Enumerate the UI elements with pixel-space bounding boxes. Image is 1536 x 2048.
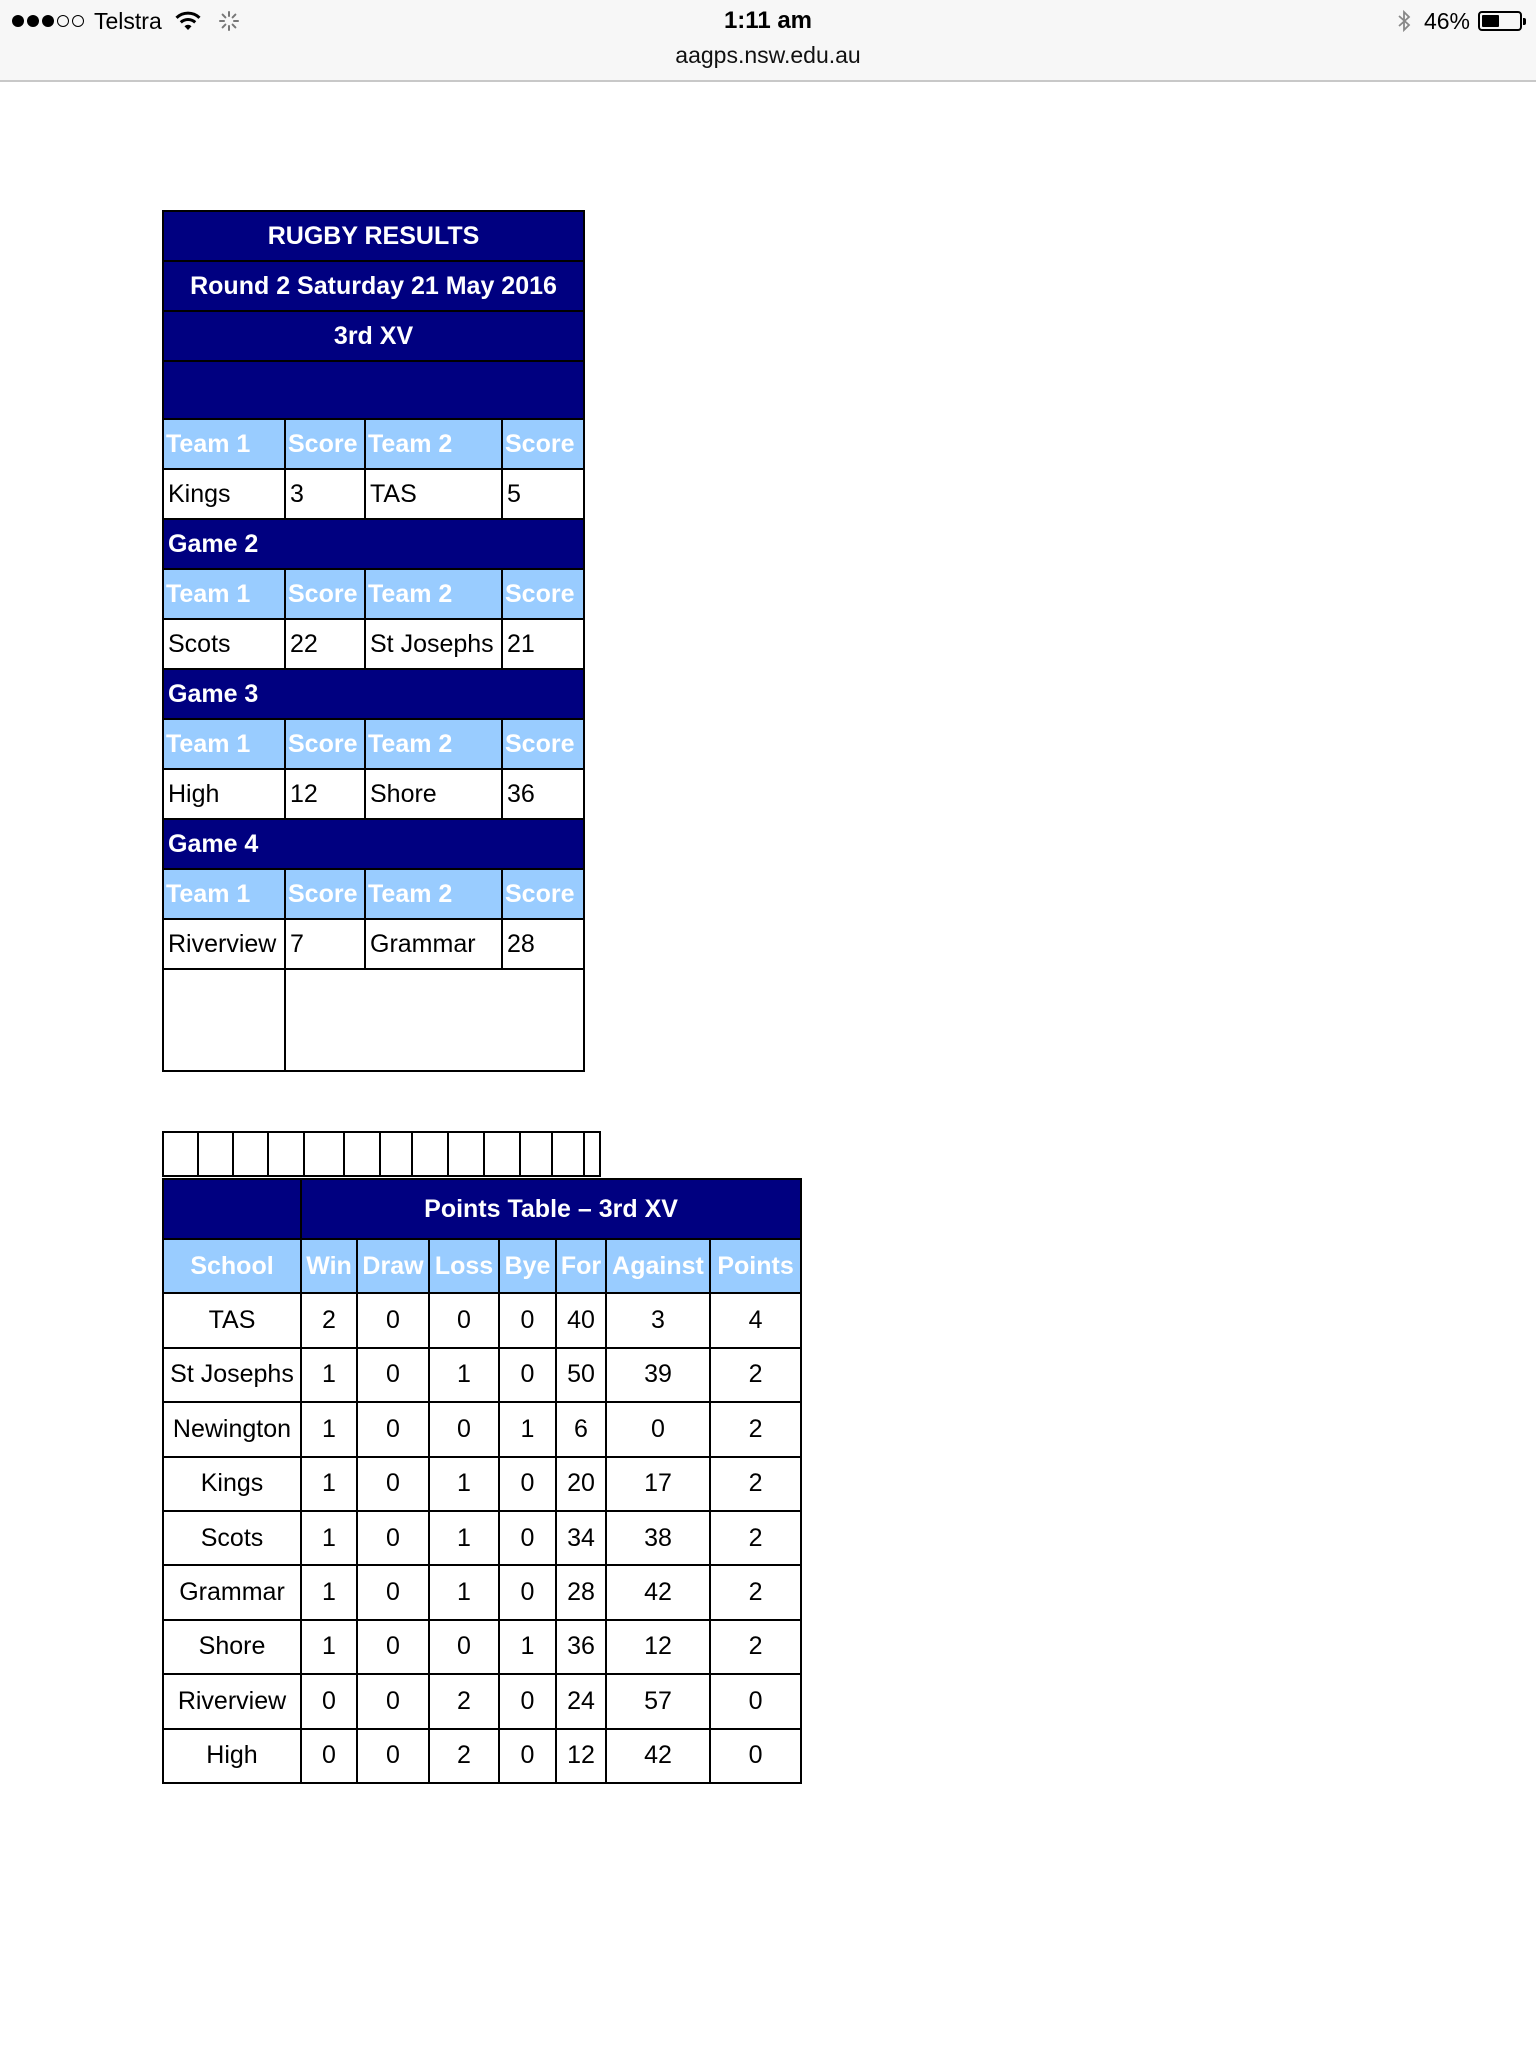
cell-bye: 0	[499, 1348, 556, 1402]
table-row	[163, 1402, 801, 1456]
cell-draw: 0	[357, 1620, 429, 1674]
cell-bye: 0	[499, 1674, 556, 1728]
header-score-2: Score	[502, 569, 584, 619]
score-1: 7	[285, 919, 365, 969]
empty-cell	[584, 1132, 600, 1176]
cell-draw: 0	[357, 1674, 429, 1728]
cell-school: TAS	[163, 1293, 301, 1347]
header-loss: Loss	[429, 1239, 499, 1293]
cell-win: 1	[301, 1620, 357, 1674]
cell-loss: 0	[429, 1293, 499, 1347]
game-row	[163, 619, 584, 669]
rugby-results-table	[162, 210, 585, 1072]
battery-icon	[1478, 11, 1522, 31]
cell-win: 1	[301, 1348, 357, 1402]
header-team-1: Team 1	[163, 719, 285, 769]
empty-cell	[268, 1132, 304, 1176]
cell-bye: 1	[499, 1402, 556, 1456]
cell-for: 50	[556, 1348, 606, 1402]
cell-bye: 0	[499, 1457, 556, 1511]
cell-draw: 0	[357, 1729, 429, 1783]
cell-win: 1	[301, 1565, 357, 1619]
empty-cell	[448, 1132, 484, 1176]
empty-cell	[484, 1132, 520, 1176]
header-team-1: Team 1	[163, 869, 285, 919]
cell-points: 2	[710, 1402, 801, 1456]
header-team-2: Team 2	[365, 869, 502, 919]
header-team-2: Team 2	[365, 419, 502, 469]
header-against: Against	[606, 1239, 710, 1293]
cell-loss: 2	[429, 1729, 499, 1783]
cell-draw: 0	[357, 1511, 429, 1565]
header-score-1: Score	[285, 569, 365, 619]
table-row	[163, 1293, 801, 1347]
header-bye: Bye	[499, 1239, 556, 1293]
cell-win: 0	[301, 1674, 357, 1728]
empty-cell	[520, 1132, 552, 1176]
header-score-1: Score	[285, 869, 365, 919]
cell-loss: 1	[429, 1348, 499, 1402]
cell-points: 0	[710, 1729, 801, 1783]
cell-for: 36	[556, 1620, 606, 1674]
address-bar-url[interactable]: aagps.nsw.edu.au	[675, 42, 861, 68]
cell-school: Shore	[163, 1620, 301, 1674]
cell-against: 39	[606, 1348, 710, 1402]
cell-for: 40	[556, 1293, 606, 1347]
cell-points: 2	[710, 1620, 801, 1674]
cell-bye: 0	[499, 1565, 556, 1619]
table-row	[163, 1620, 801, 1674]
table-row	[163, 1674, 801, 1728]
cell-school: St Josephs	[163, 1348, 301, 1402]
team-2: TAS	[365, 469, 502, 519]
header-score-2: Score	[502, 419, 584, 469]
team-1: Riverview	[163, 919, 285, 969]
team-2: Grammar	[365, 919, 502, 969]
header-score-1: Score	[285, 419, 365, 469]
cell-points: 4	[710, 1293, 801, 1347]
game-label	[163, 361, 584, 419]
cell-against: 38	[606, 1511, 710, 1565]
cell-against: 42	[606, 1729, 710, 1783]
score-2: 21	[502, 619, 584, 669]
team-2: St Josephs	[365, 619, 502, 669]
header-team-1: Team 1	[163, 419, 285, 469]
points-header-row	[163, 1239, 801, 1293]
results-round: Round 2 Saturday 21 May 2016	[163, 261, 584, 311]
cell-against: 12	[606, 1620, 710, 1674]
clock: 1:11 am	[723, 7, 813, 34]
cell-loss: 1	[429, 1511, 499, 1565]
header-score-2: Score	[502, 869, 584, 919]
score-1: 3	[285, 469, 365, 519]
score-1: 12	[285, 769, 365, 819]
cell-for: 34	[556, 1511, 606, 1565]
cell-for: 12	[556, 1729, 606, 1783]
points-table-title: Points Table – 3rd XV	[301, 1179, 801, 1239]
cell-win: 2	[301, 1293, 357, 1347]
cell-win: 0	[301, 1729, 357, 1783]
team-1: Kings	[163, 469, 285, 519]
game-row	[163, 769, 584, 819]
cell-bye: 0	[499, 1511, 556, 1565]
carrier-name: Telstra	[94, 7, 162, 34]
table-row	[163, 1457, 801, 1511]
header-score-2: Score	[502, 719, 584, 769]
cell-points: 2	[710, 1565, 801, 1619]
cell-for: 20	[556, 1457, 606, 1511]
cell-loss: 0	[429, 1402, 499, 1456]
header-draw: Draw	[357, 1239, 429, 1293]
empty-cell	[233, 1132, 268, 1176]
score-2: 5	[502, 469, 584, 519]
header-team-2: Team 2	[365, 569, 502, 619]
cell-against: 57	[606, 1674, 710, 1728]
score-2: 36	[502, 769, 584, 819]
cell-win: 1	[301, 1457, 357, 1511]
cell-draw: 0	[357, 1348, 429, 1402]
cell-bye: 0	[499, 1729, 556, 1783]
header-for: For	[556, 1239, 606, 1293]
empty-cell	[163, 969, 285, 1071]
game-label: Game 4	[163, 819, 584, 869]
cell-win: 1	[301, 1511, 357, 1565]
cell-school: High	[163, 1729, 301, 1783]
bluetooth-icon	[1396, 9, 1412, 33]
empty-cell	[380, 1132, 412, 1176]
empty-cell	[344, 1132, 380, 1176]
game-label: Game 2	[163, 519, 584, 569]
cell-points: 0	[710, 1674, 801, 1728]
cell-win: 1	[301, 1402, 357, 1456]
cell-loss: 0	[429, 1620, 499, 1674]
table-row	[163, 1511, 801, 1565]
cell-loss: 1	[429, 1457, 499, 1511]
cell-school: Riverview	[163, 1674, 301, 1728]
points-corner-cell	[163, 1179, 301, 1239]
header-school: School	[163, 1239, 301, 1293]
cell-bye: 0	[499, 1293, 556, 1347]
cell-loss: 2	[429, 1674, 499, 1728]
cell-school: Scots	[163, 1511, 301, 1565]
results-division: 3rd XV	[163, 311, 584, 361]
team-1: High	[163, 769, 285, 819]
cell-school: Newington	[163, 1402, 301, 1456]
cell-against: 17	[606, 1457, 710, 1511]
empty-cell	[285, 969, 584, 1071]
cell-for: 28	[556, 1565, 606, 1619]
cell-school: Grammar	[163, 1565, 301, 1619]
cell-draw: 0	[357, 1565, 429, 1619]
header-win: Win	[301, 1239, 357, 1293]
header-team-1: Team 1	[163, 569, 285, 619]
game-label: Game 3	[163, 669, 584, 719]
cell-draw: 0	[357, 1457, 429, 1511]
cell-for: 6	[556, 1402, 606, 1456]
team-2: Shore	[365, 769, 502, 819]
table-row	[163, 1348, 801, 1402]
header-points: Points	[710, 1239, 801, 1293]
empty-cell	[304, 1132, 344, 1176]
table-row	[163, 1565, 801, 1619]
score-1: 22	[285, 619, 365, 669]
game-row	[163, 919, 584, 969]
game-row	[163, 469, 584, 519]
cell-loss: 1	[429, 1565, 499, 1619]
header-score-1: Score	[285, 719, 365, 769]
battery-percentage: 46%	[1423, 7, 1470, 34]
header-team-2: Team 2	[365, 719, 502, 769]
empty-cell-strip	[162, 1131, 601, 1177]
empty-cell	[412, 1132, 448, 1176]
empty-cell	[163, 1132, 198, 1176]
status-bar	[0, 0, 1536, 82]
cell-points: 2	[710, 1457, 801, 1511]
cell-against: 42	[606, 1565, 710, 1619]
cell-school: Kings	[163, 1457, 301, 1511]
cell-bye: 1	[499, 1620, 556, 1674]
empty-cell	[198, 1132, 233, 1176]
status-right	[1396, 6, 1522, 36]
cell-against: 3	[606, 1293, 710, 1347]
points-table	[162, 1178, 802, 1784]
empty-spacer-row	[163, 969, 584, 1071]
cell-points: 2	[710, 1511, 801, 1565]
score-2: 28	[502, 919, 584, 969]
table-row	[163, 1729, 801, 1783]
cell-points: 2	[710, 1348, 801, 1402]
cell-against: 0	[606, 1402, 710, 1456]
results-title: RUGBY RESULTS	[163, 211, 584, 261]
team-1: Scots	[163, 619, 285, 669]
cell-for: 24	[556, 1674, 606, 1728]
cell-draw: 0	[357, 1293, 429, 1347]
empty-cell	[552, 1132, 584, 1176]
cell-draw: 0	[357, 1402, 429, 1456]
